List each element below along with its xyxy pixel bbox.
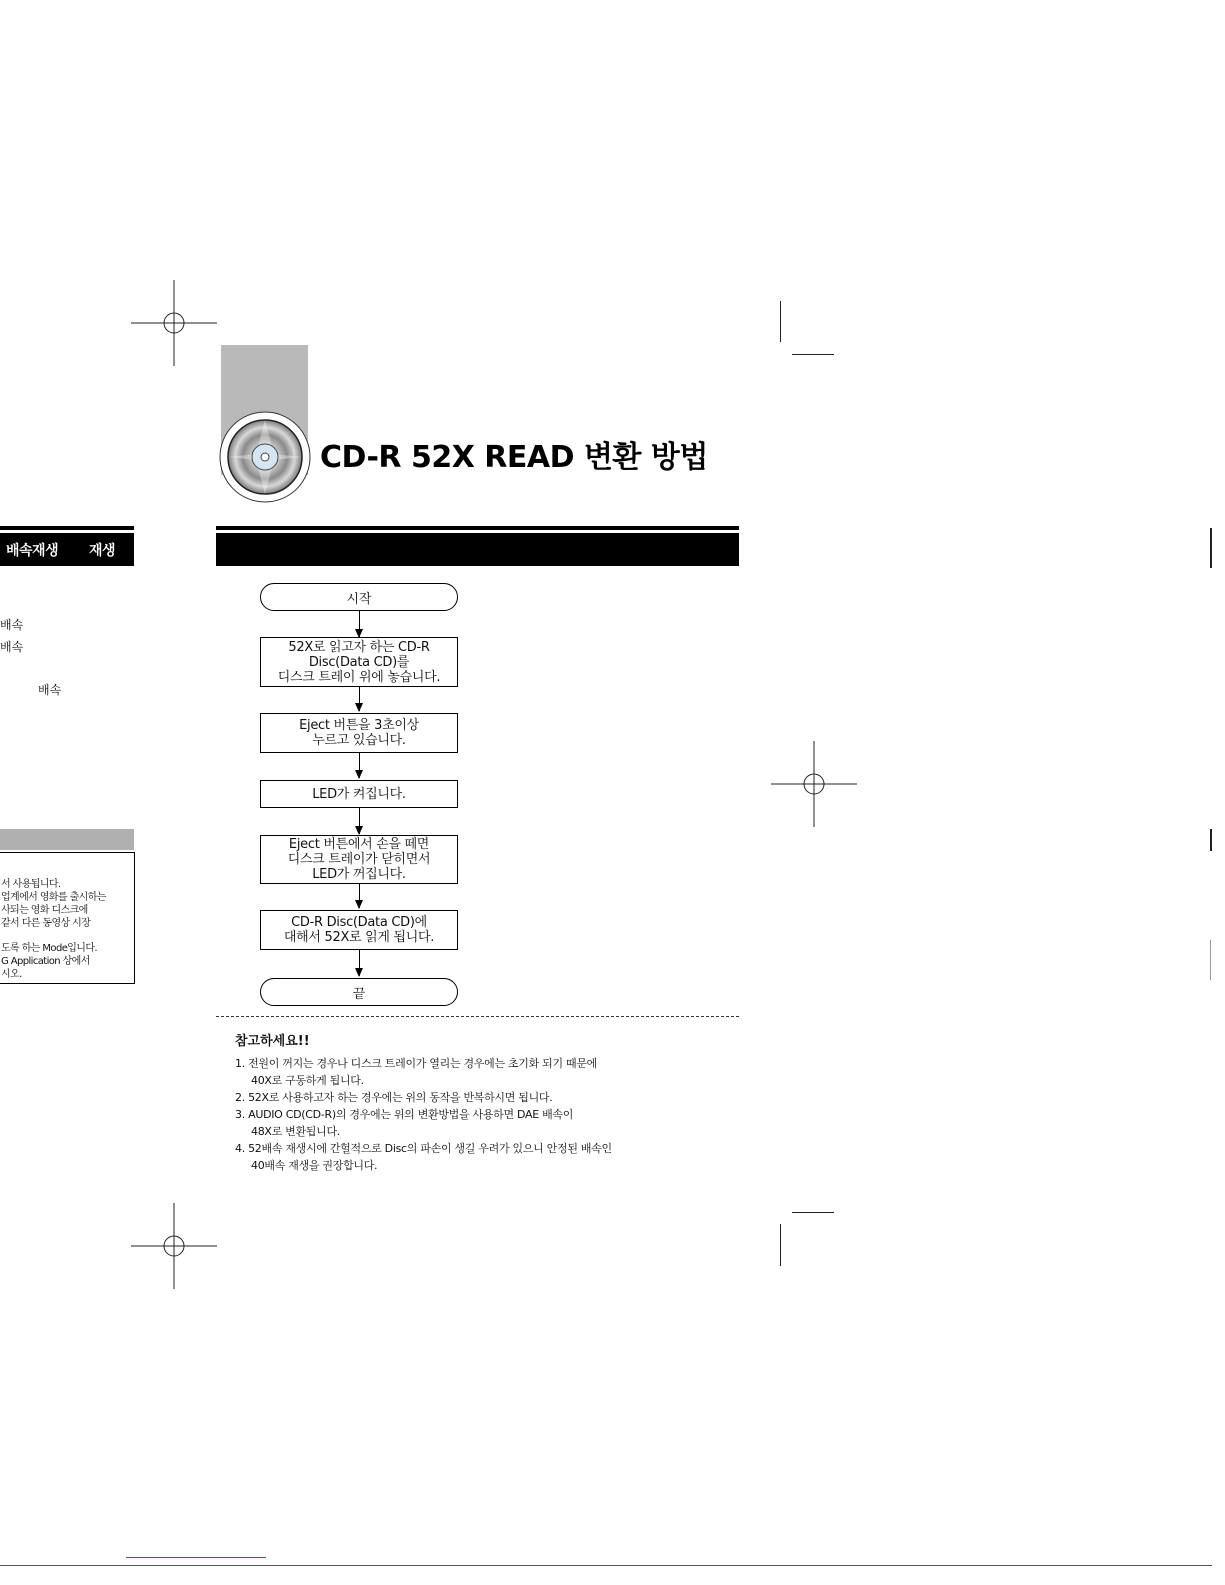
flow-step-text: Eject 버튼에서 손을 떼면 [288, 837, 430, 852]
flow-step-release-eject [260, 835, 458, 884]
flow-step-text: LED가 꺼집니다. [312, 867, 406, 882]
left-note-box [0, 852, 135, 984]
flow-end-label: 끝 [352, 986, 366, 1002]
bottom-accent-line [126, 1557, 266, 1558]
registration-mark-right [771, 741, 857, 827]
note-line: 3. AUDIO CD(CD-R)의 경우에는 위의 변환방법을 사용하면 DAE 배속이 [235, 1108, 574, 1121]
flow-arrow [359, 611, 360, 637]
flow-start-label: 시작 [346, 591, 372, 607]
flow-arrow [359, 950, 360, 976]
flow-step-text: 52X로 읽고자 하는 CD-R [288, 639, 430, 655]
section-header-bar [216, 533, 739, 566]
flow-step-text: CD-R Disc(Data CD)에 [291, 915, 427, 930]
crop-mark [792, 354, 834, 355]
crop-mark [780, 1224, 781, 1266]
registration-mark-top-left [131, 280, 217, 366]
page-edge-fragment [1210, 940, 1211, 980]
left-header-label: 재생 [89, 543, 116, 559]
flow-step-text: LED가 켜집니다. [312, 786, 406, 802]
registration-mark-bottom-left [131, 1203, 217, 1289]
left-note-line: 업계에서 영화를 출시하는 [1, 892, 106, 903]
flow-step-place-disc [260, 637, 458, 687]
flow-end [260, 978, 458, 1006]
flow-arrow [359, 687, 360, 711]
dashed-divider [216, 1016, 739, 1017]
left-section-bar [0, 829, 134, 850]
flow-step-text: Disc(Data CD)를 [308, 654, 410, 670]
flow-arrow [359, 808, 360, 834]
page-edge-fragment [1210, 829, 1212, 851]
page-edge-fragment [1210, 528, 1212, 568]
crop-mark [780, 301, 781, 342]
page-title: CD-R 52X READ 변환 방법 [320, 440, 708, 475]
flow-start [260, 583, 458, 611]
cd-disc-icon [218, 410, 312, 504]
left-note-line: G Application 상에서 [1, 956, 90, 967]
flow-step-text: 디스크 트레이 위에 놓습니다. [277, 669, 441, 685]
left-note-line: 사되는 영화 디스크에 [1, 905, 88, 916]
left-header-rule [0, 526, 134, 530]
flow-step-text: 누르고 있습니다. [312, 733, 406, 748]
bottom-rule [0, 1565, 1212, 1566]
notes-title: 참고하세요!! [235, 1034, 310, 1049]
left-note-line: 서 사용됩니다. [1, 879, 61, 890]
note-line: 4. 52배속 재생시에 간헐적으로 Disc의 파손이 생길 우려가 있으니 안정된 배속인 [235, 1142, 612, 1155]
flow-step-led-on [260, 780, 458, 808]
flow-step-text: 디스크 트레이가 닫히면서 [287, 852, 431, 867]
left-note-line: 도록 하는 Mode입니다. [1, 943, 98, 954]
flow-arrow [359, 884, 360, 908]
flow-step-press-eject [260, 713, 458, 753]
flow-step-text: 대해서 52X로 읽게 됩니다. [283, 930, 435, 945]
left-note-line: 시오. [1, 969, 22, 980]
left-note-line: 같서 다른 동영상 시장 [1, 918, 91, 929]
flow-step-read-52x [260, 910, 458, 950]
note-line: 1. 전원이 꺼지는 경우나 디스크 트레이가 열리는 경우에는 초기화 되기 때문에 [235, 1057, 597, 1070]
note-line: 40X로 구동하게 됩니다. [251, 1074, 364, 1087]
section-rule [216, 526, 739, 530]
flow-step-text: Eject 버튼을 3초이상 [299, 718, 419, 733]
note-line: 48X로 변환됩니다. [251, 1125, 340, 1138]
note-line: 2. 52X로 사용하고자 하는 경우에는 위의 동작을 반복하시면 됩니다. [235, 1091, 553, 1104]
flow-arrow [359, 753, 360, 778]
left-item: 배속 [0, 640, 24, 654]
left-item: 배속 [0, 618, 24, 632]
note-line: 40배속 재생을 권장합니다. [251, 1159, 378, 1172]
left-header-label: 배속재생 [6, 543, 59, 559]
left-item: 배속 [38, 683, 62, 697]
crop-mark [792, 1212, 834, 1213]
